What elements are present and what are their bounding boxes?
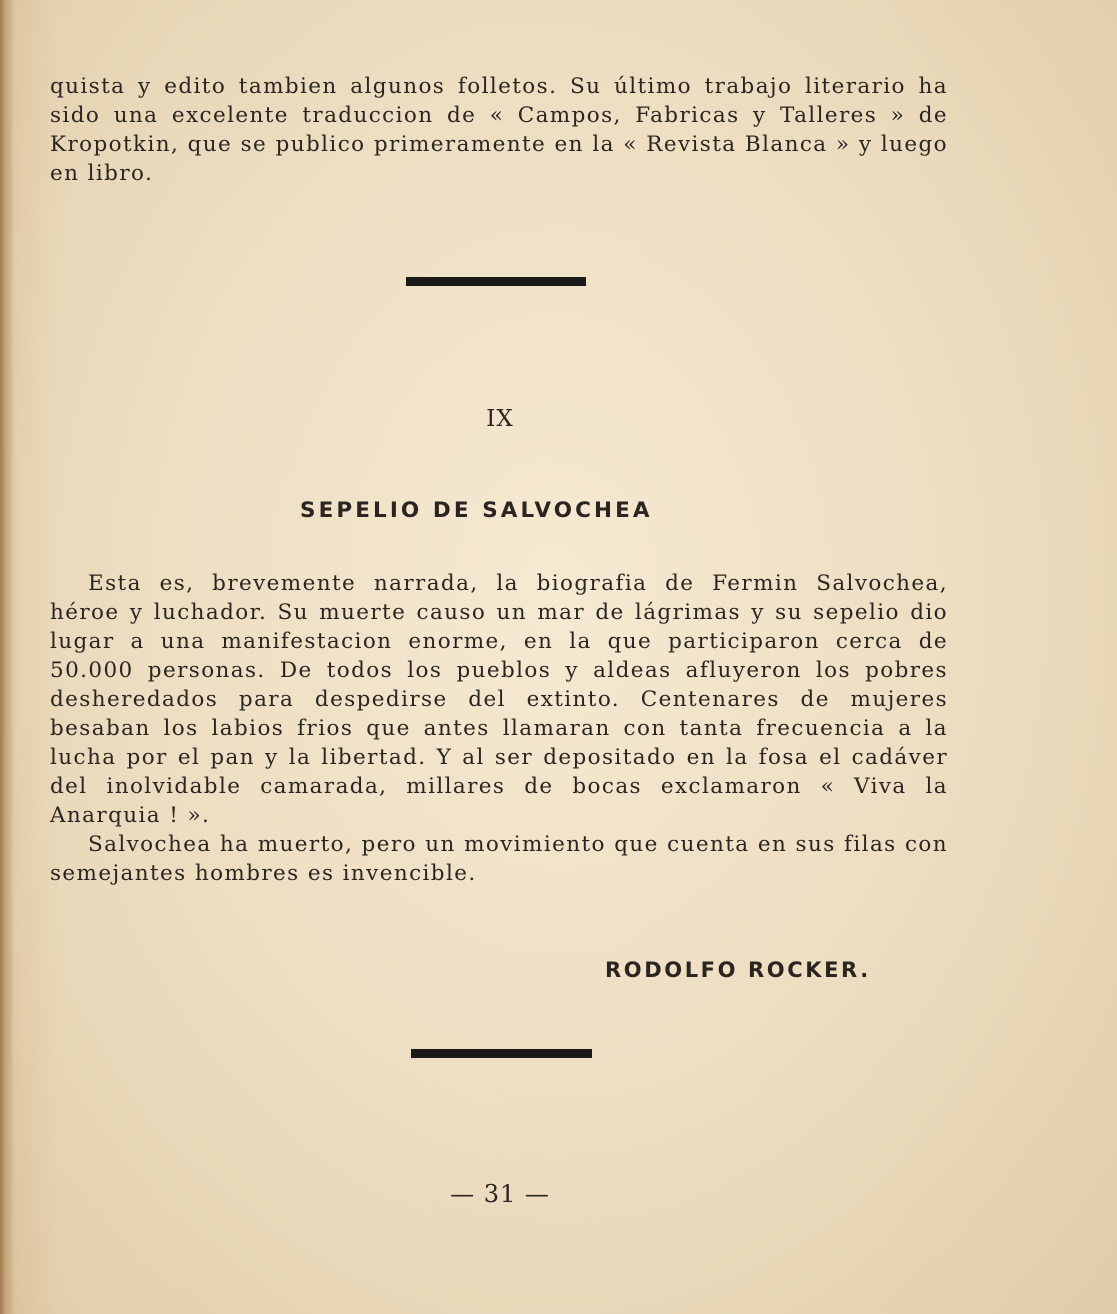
section-divider-bottom — [411, 1049, 592, 1058]
chapter-paragraph-2: Salvochea ha muerto, pero un movimiento que cuenta en sus filas con semejantes hombres es invencible. — [50, 832, 948, 886]
chapter-title: SEPELIO DE SALVOCHEA — [300, 498, 653, 523]
section-divider-top — [406, 277, 586, 286]
continued-paragraph: quista y edito tambien algunos folletos. Su último trabajo literario ha sido una excelente traduccion de « Campos, Fabricas y Talleres » de Kropotkin, que se publico primeramente en la « Revista Blanca » y luego en libro. — [50, 74, 948, 186]
page-edge — [0, 0, 14, 1314]
chapter-paragraph-1: Esta es, brevemente narrada, la biografia de Fermin Salvochea, héroe y luchador. Su muerte causo un mar de lágrimas y su sepelio dio lugar a una manifestacion enorme, en la que participaron cerca de 50.000 personas. De todos los pueblos y aldeas afluyeron los pobres desheredados para despedirse del extinto. Centenares de mujeres besaban los labios frios que antes llamaran con tanta frecuencia a la lucha por el pan y la libertad. Y al ser depositado en la fosa el cadáver del inolvidable camarada, millares de bocas exclamaron « Viva la Anarquia ! ». — [50, 571, 948, 828]
author-signature: RODOLFO ROCKER. — [605, 958, 871, 982]
chapter-body — [50, 569, 948, 888]
chapter-number: IX — [486, 406, 514, 432]
page-number: — 31 — — [450, 1180, 550, 1208]
